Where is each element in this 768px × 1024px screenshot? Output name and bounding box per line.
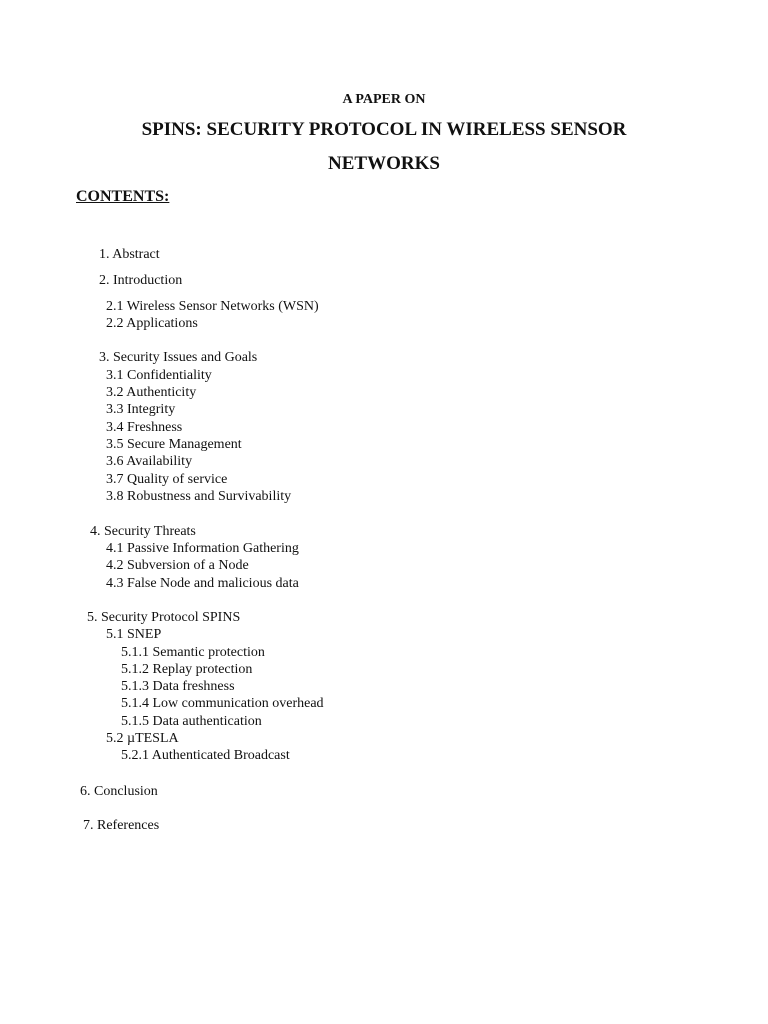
- toc-item: 3.2 Authenticity: [106, 385, 197, 400]
- toc-item: 3.8 Robustness and Survivability: [106, 489, 292, 504]
- toc-item: 3.3 Integrity: [106, 402, 176, 417]
- toc-item: 2.1 Wireless Sensor Networks (WSN): [106, 299, 319, 314]
- toc-item: 4. Security Threats: [90, 524, 196, 539]
- paper-title-line-2: NETWORKS: [328, 153, 440, 174]
- paper-kicker: A PAPER ON: [342, 92, 426, 107]
- toc-item: 5.1 SNEP: [106, 627, 162, 642]
- toc-item: 5.1.5 Data authentication: [121, 714, 262, 729]
- toc-item: 5.1.1 Semantic protection: [121, 645, 265, 660]
- contents-heading: CONTENTS:: [76, 188, 170, 205]
- toc-item: 4.1 Passive Information Gathering: [106, 541, 299, 556]
- toc-item: 5.2.1 Authenticated Broadcast: [121, 748, 290, 763]
- toc-item: 3.5 Secure Management: [106, 437, 242, 452]
- toc-item: 2.2 Applications: [106, 316, 198, 331]
- toc-item: 6. Conclusion: [80, 784, 158, 799]
- toc-item: 3.6 Availability: [106, 454, 193, 469]
- toc-item: 7. References: [83, 818, 160, 833]
- toc-item: 3.1 Confidentiality: [106, 368, 212, 383]
- toc-item: 5. Security Protocol SPINS: [87, 610, 241, 625]
- toc-item: 3.4 Freshness: [106, 420, 183, 435]
- toc-item: 1. Abstract: [99, 247, 160, 262]
- toc-item: 3.7 Quality of service: [106, 472, 228, 487]
- toc-item: 2. Introduction: [99, 273, 183, 288]
- toc-item: 4.2 Subversion of a Node: [106, 558, 249, 573]
- toc-item: 5.1.4 Low communication overhead: [121, 696, 324, 711]
- paper-title-line-1: SPINS: SECURITY PROTOCOL IN WIRELESS SENSOR: [141, 119, 627, 140]
- toc-item: 5.2 µTESLA: [106, 731, 179, 746]
- toc-item: 4.3 False Node and malicious data: [106, 576, 299, 591]
- toc-item: 3. Security Issues and Goals: [99, 350, 258, 365]
- toc-item: 5.1.2 Replay protection: [121, 662, 253, 677]
- toc-item: 5.1.3 Data freshness: [121, 679, 235, 694]
